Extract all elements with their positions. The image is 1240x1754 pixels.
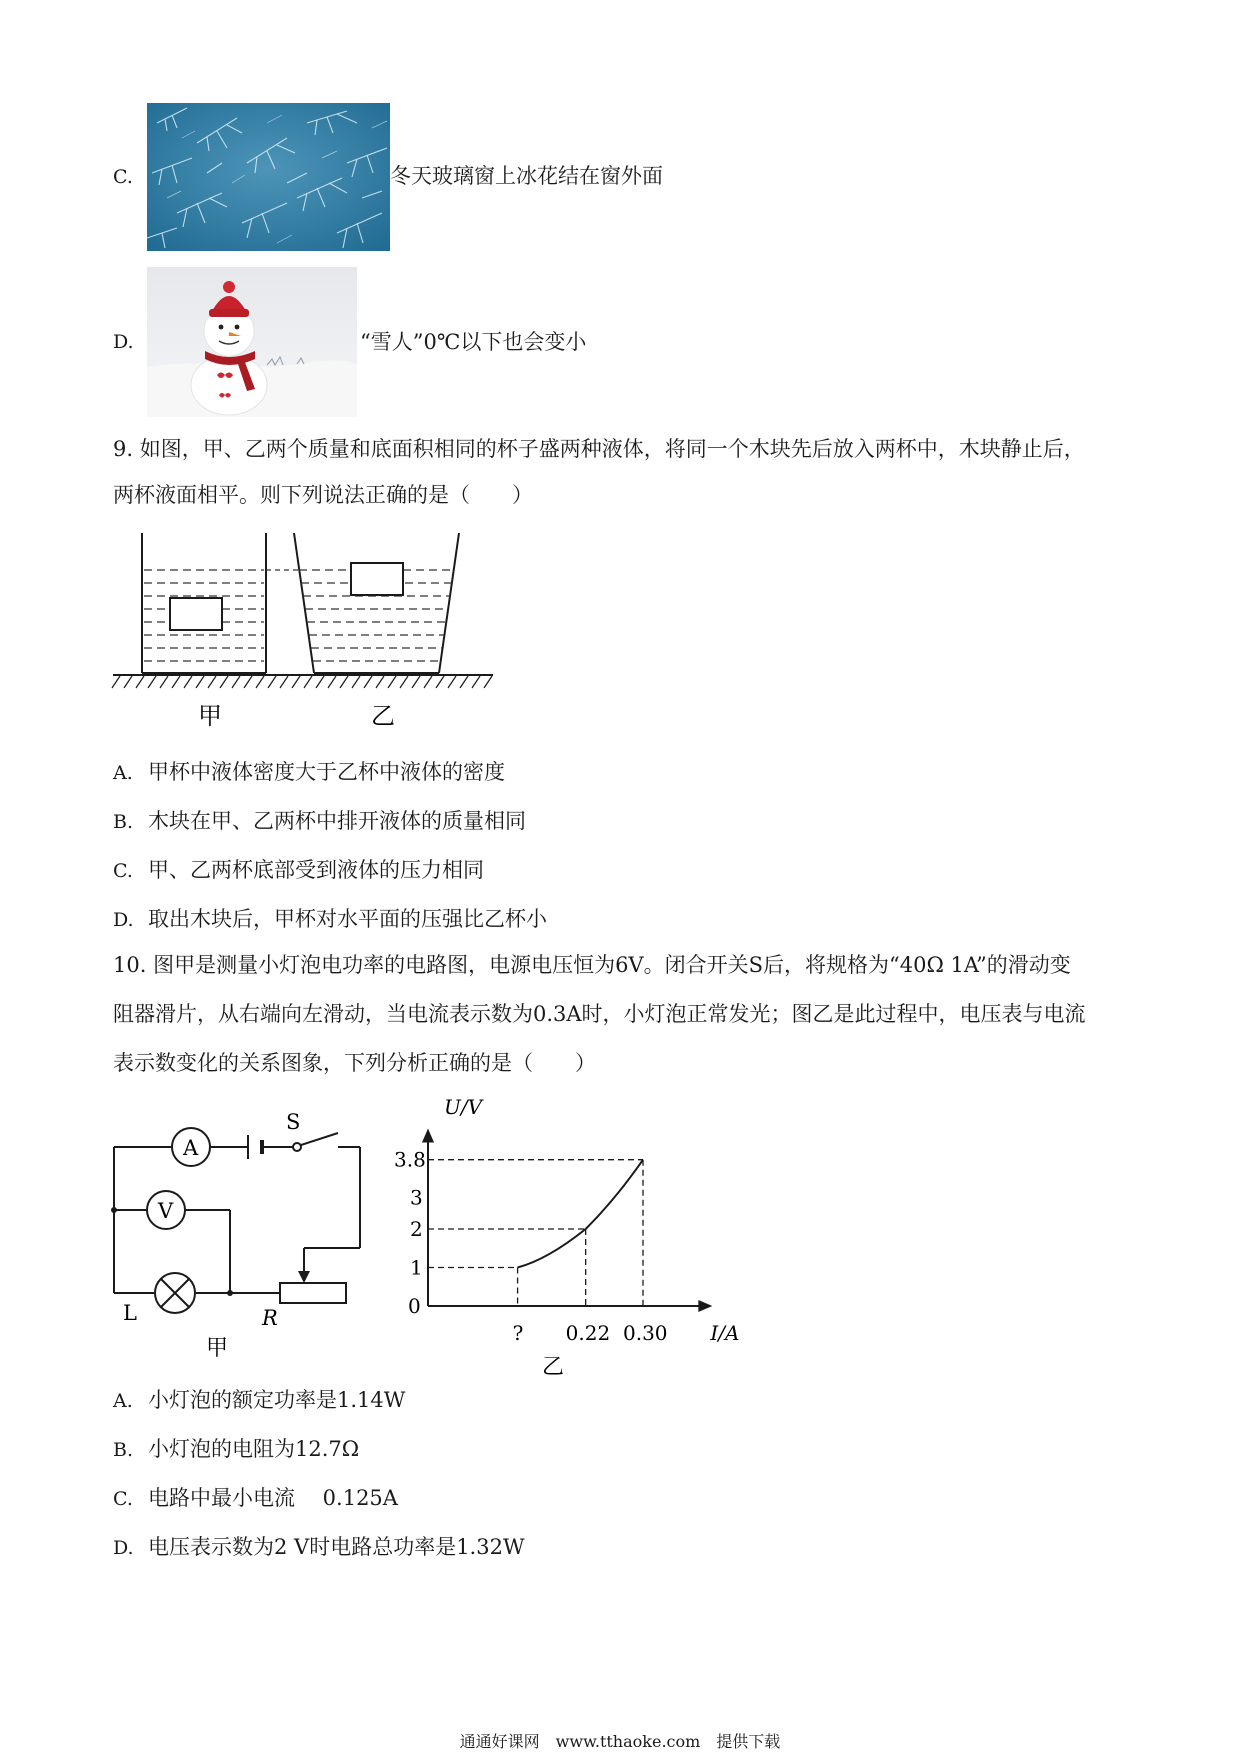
x-tick-label-2: 0.30 xyxy=(623,1321,668,1345)
ui-graph xyxy=(378,1088,740,1380)
q9-option-b-text: 木块在甲、乙两杯中排开液体的质量相同 xyxy=(148,809,526,833)
ammeter-icon xyxy=(172,1128,210,1166)
x-axis-label: I/A xyxy=(710,1321,740,1345)
circuit-diagram xyxy=(100,1105,380,1365)
q9-option-d-text: 取出木块后，甲杯对水平面的压强比乙杯小 xyxy=(148,907,547,931)
q9-option-c-label: C. xyxy=(113,860,133,882)
voltmeter-icon xyxy=(147,1191,185,1229)
option-c-label: C. xyxy=(113,166,133,188)
slider-arrow-icon xyxy=(298,1271,310,1283)
q10-option-c-label: C. xyxy=(113,1488,133,1510)
junction-dot xyxy=(111,1207,117,1213)
junction-dot xyxy=(227,1290,233,1296)
voltmeter-label: V xyxy=(158,1199,174,1223)
series-curve xyxy=(518,1160,643,1268)
y-axis-arrow-icon xyxy=(422,1128,434,1142)
q10-option-b-text: 小灯泡的电阻为12.7Ω xyxy=(148,1437,360,1461)
y-tick-label-3: 3.8 xyxy=(394,1147,426,1172)
switch-label: S xyxy=(286,1110,301,1134)
y-tick-label-0: 1 xyxy=(410,1255,423,1280)
option-d-text: “雪人”0℃以下也会变小 xyxy=(360,330,587,354)
lamp-icon xyxy=(155,1273,195,1313)
snowman-image xyxy=(147,267,357,417)
rheostat-icon xyxy=(280,1283,346,1303)
q9-option-a-label: A. xyxy=(113,762,133,784)
q9-option-d-label: D. xyxy=(113,909,134,931)
rheostat-label: R xyxy=(262,1306,278,1330)
q9-stem-line1: 9. 如图，甲、乙两个质量和底面积相同的杯子盛两种液体，将同一个木块先后放入两杯中，木块静止后， xyxy=(113,437,1085,461)
q10-option-a-text: 小灯泡的额定功率是1.14W xyxy=(148,1388,406,1412)
graph-caption: 乙 xyxy=(542,1355,565,1380)
cups-figure xyxy=(108,528,498,733)
ground-hatch xyxy=(112,676,492,688)
q10-option-d-text: 电压表示数为2 V时电路总功率是1.32W xyxy=(148,1535,525,1559)
q9-option-a-text: 甲杯中液体密度大于乙杯中液体的密度 xyxy=(148,760,505,784)
y-tick-label-1: 2 xyxy=(410,1217,423,1241)
q10-option-b-label: B. xyxy=(113,1439,134,1461)
wood-block-jia xyxy=(170,598,222,630)
circuit-caption: 甲 xyxy=(206,1336,229,1361)
q10-option-a-label: A. xyxy=(113,1390,133,1412)
cup-yi xyxy=(294,533,459,673)
lamp-label: L xyxy=(123,1301,137,1325)
q10-option-c-text: 电路中最小电流 0.125A xyxy=(148,1486,398,1510)
page-footer: 通通好课网 www.tthaoke.com 提供下载 xyxy=(459,1732,781,1751)
frost-pattern-image xyxy=(147,103,390,251)
origin-label: 0 xyxy=(408,1294,421,1318)
x-axis-arrow-icon xyxy=(698,1300,712,1312)
y-tick-label-2: 3 xyxy=(410,1185,423,1210)
q10-option-d-label: D. xyxy=(113,1537,134,1559)
option-c-text: 冬天玻璃窗上冰花结在窗外面 xyxy=(390,164,663,188)
battery-icon xyxy=(248,1135,262,1159)
wood-block-yi xyxy=(351,563,403,595)
x-tick-label-0: ? xyxy=(512,1321,524,1345)
label-jia: 甲 xyxy=(198,702,222,730)
ammeter-label: A xyxy=(183,1136,199,1160)
label-yi: 乙 xyxy=(371,702,395,730)
q9-stem-line2: 两杯液面相平。则下列说法正确的是（ ） xyxy=(113,483,533,507)
q9-option-c-text: 甲、乙两杯底部受到液体的压力相同 xyxy=(148,858,484,882)
q10-stem-line1: 10. 图甲是测量小灯泡电功率的电路图，电源电压恒为6V。闭合开关S后，将规格为“40Ω 1A”的滑动变 xyxy=(113,953,1071,977)
option-d-label: D. xyxy=(113,331,134,353)
x-tick-label-1: 0.22 xyxy=(565,1321,611,1345)
q9-option-b-label: B. xyxy=(113,811,134,833)
y-axis-label: U/V xyxy=(444,1095,483,1119)
q10-stem-line2: 阻器滑片，从右端向左滑动，当电流表示数为0.3A时，小灯泡正常发光；图乙是此过程中，电压表与电流 xyxy=(113,1002,1086,1026)
switch-icon xyxy=(293,1133,352,1151)
q10-stem-line3: 表示数变化的关系图象，下列分析正确的是（ ） xyxy=(113,1051,596,1075)
